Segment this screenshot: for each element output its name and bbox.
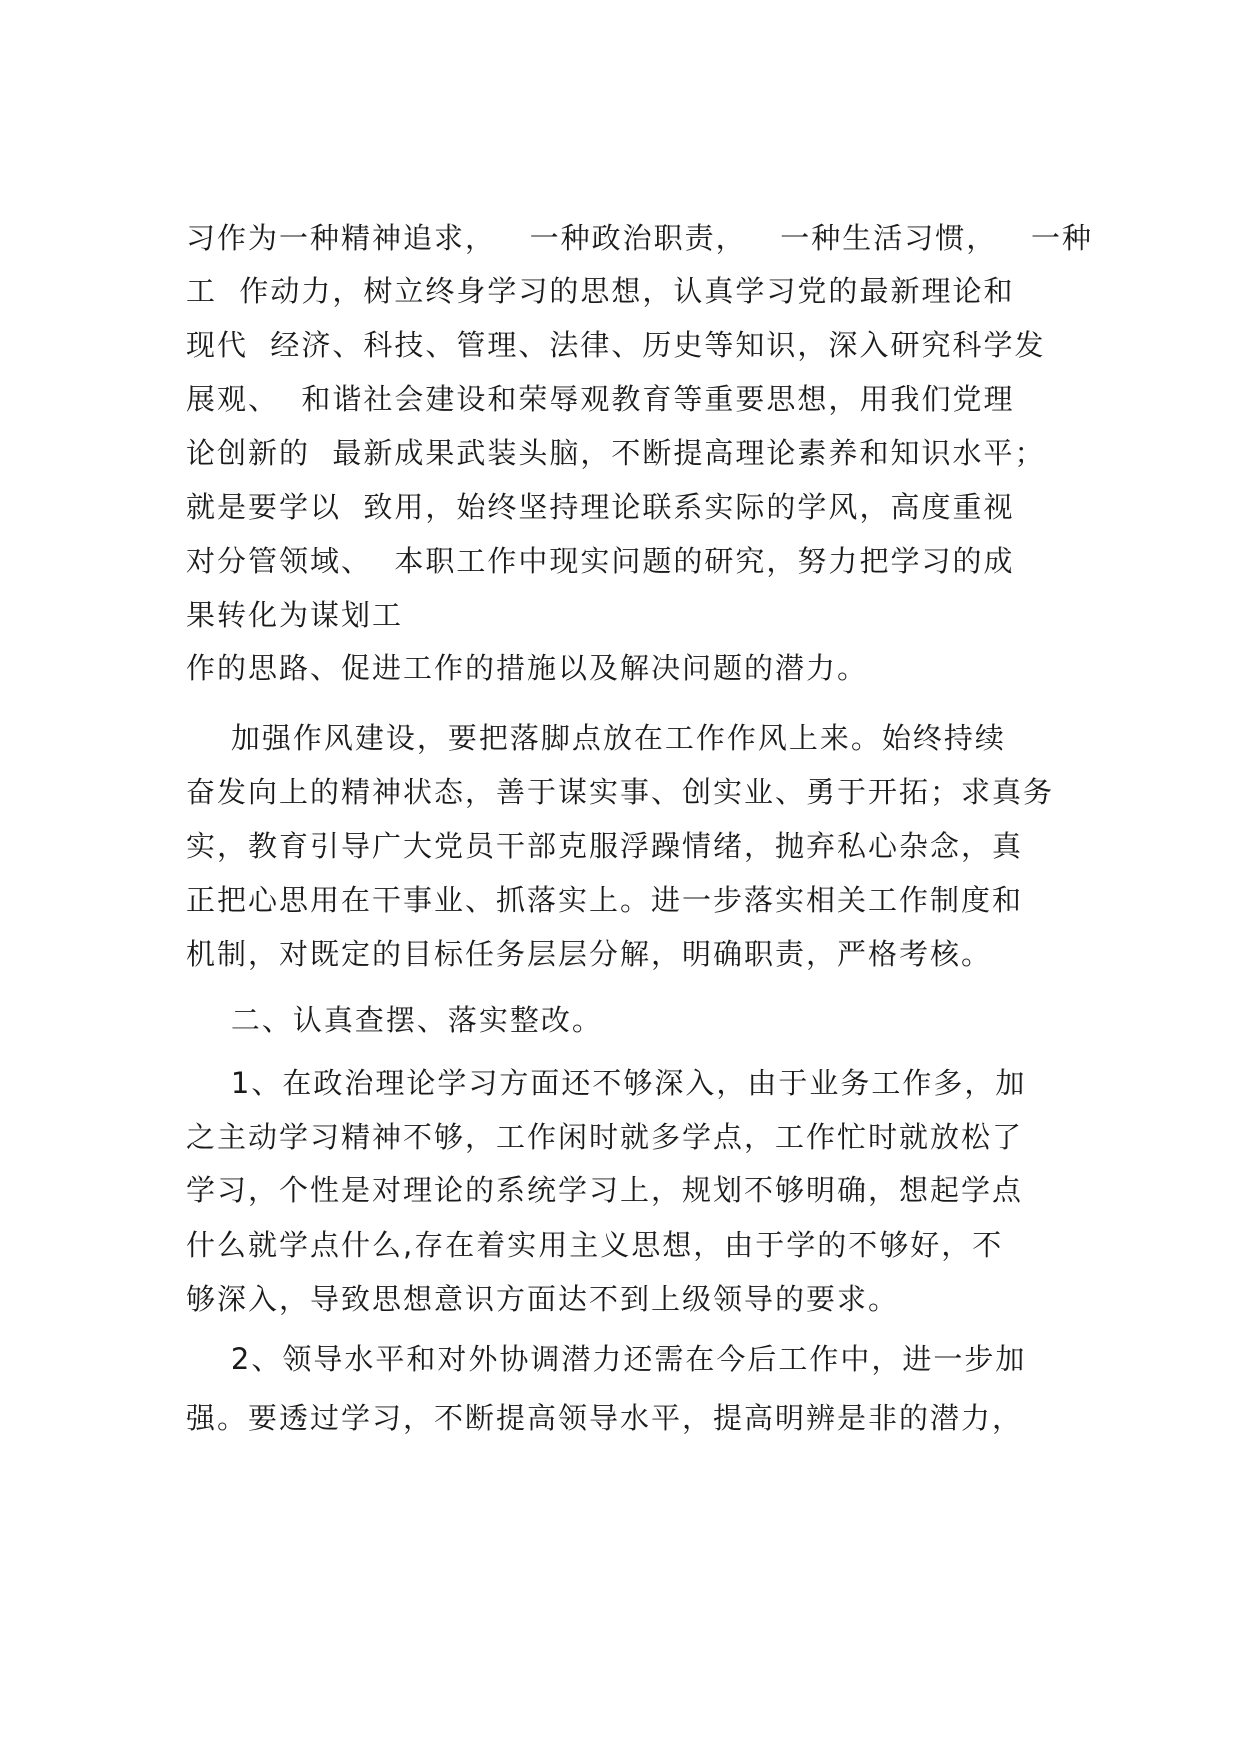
text-line: 什么就学点什么,存在着实用主义思想，由于学的不够好，不 [186, 1228, 1004, 1262]
text-line: 加强作风建设，要把落脚点放在工作作风上来。始终持续 [186, 721, 1006, 755]
text-line: 正把心思用在干事业、抓落实上。进一步落实相关工作制度和 [186, 883, 1024, 917]
text-line: 1、在政治理论学习方面还不够深入，由于业务工作多，加 [186, 1066, 1027, 1100]
text-line: 对分管领域、 本职工作中现实问题的研究，努力把学习的成 [186, 544, 1015, 578]
text-line: 展观、 和谐社会建设和荣辱观教育等重要思想，用我们党理 [186, 382, 1015, 416]
text-line: 果转化为谋划工 [186, 598, 404, 632]
text-line: 论创新的 最新成果武装头脑，不断提高理论素养和知识水平； [186, 436, 1046, 470]
text-line: 作的思路、促进工作的措施以及解决问题的潜力。 [186, 651, 869, 685]
text-line: 学习，个性是对理论的系统学习上，规划不够明确，想起学点 [186, 1173, 1024, 1207]
text-line: 之主动学习精神不够，工作闲时就多学点，工作忙时就放松了 [186, 1120, 1024, 1154]
text-line: 2、领导水平和对外协调潜力还需在今后工作中，进一步加 [186, 1342, 1027, 1376]
section-heading: 二、认真查摆、落实整改。 [186, 1003, 603, 1037]
text-line: 强。要透过学习，不断提高领导水平，提高明辨是非的潜力， [186, 1401, 1024, 1435]
text-line: 实，教育引导广大党员干部克服浮躁情绪，抛弃私心杂念，真 [186, 829, 1024, 863]
text-line: 机制，对既定的目标任务层层分解，明确职责，严格考核。 [186, 937, 993, 971]
text-line: 就是要学以 致用，始终坚持理论联系实际的学风，高度重视 [186, 490, 1015, 524]
text-line: 奋发向上的精神状态，善于谋实事、创实业、勇于开拓；求真务 [186, 775, 1055, 809]
text-line: 习作为一种精神追求， 一种政治职责， 一种生活习惯， 一种 [186, 221, 1093, 255]
text-line: 够深入，导致思想意识方面达不到上级领导的要求。 [186, 1282, 900, 1316]
text-line: 工 作动力，树立终身学习的思想，认真学习党的最新理论和 [186, 274, 1015, 308]
text-line: 现代 经济、科技、管理、法律、历史等知识，深入研究科学发 [186, 328, 1046, 362]
